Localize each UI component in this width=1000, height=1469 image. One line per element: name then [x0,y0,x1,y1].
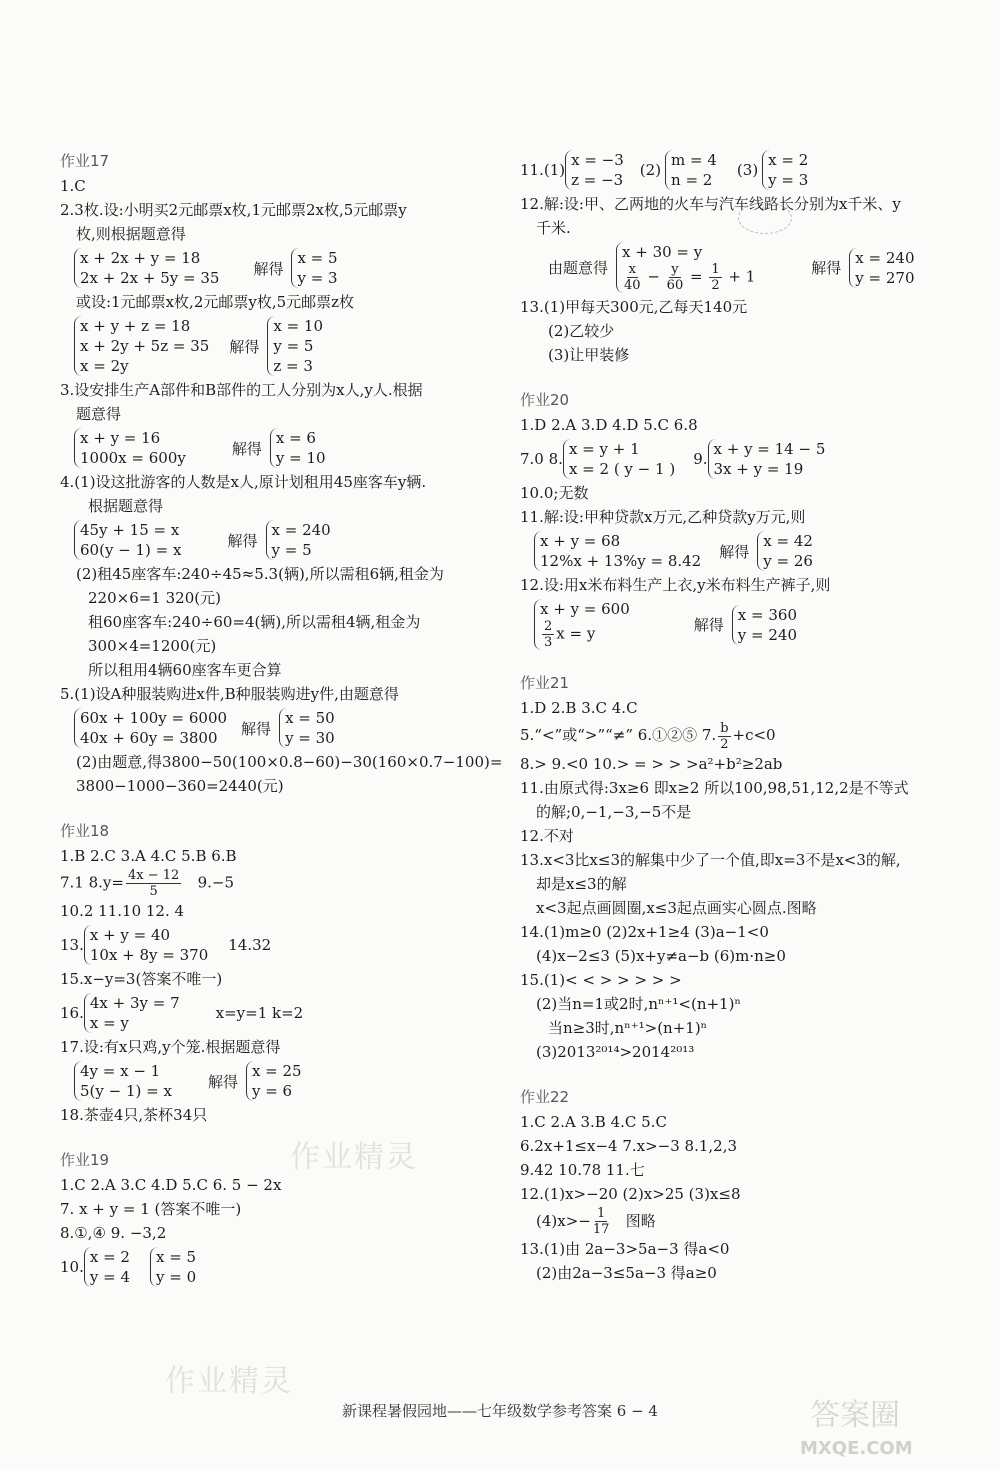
answer-line: 9.42 10.78 11.七 [520,1160,645,1179]
solve-label: 解得 [207,1072,238,1091]
equation-system [60,925,490,965]
left-column [60,150,503,1289]
answer-line: 5.(1)设A种服装购进x件,B种服装购进y件,由题意得 [60,685,399,703]
answer-line: 12.(1)x>−20 (2)x>25 (3)x≤8 [520,1184,741,1203]
solution: x = 2 [768,151,809,169]
solution: y = 5 [273,337,314,355]
solution: x = −3 [571,151,624,169]
solution: z = 3 [273,357,313,375]
answer-line: 11.解:设:甲种贷款x万元,乙种贷款y万元,则 [520,508,806,526]
equation: 5(y − 1) = x [80,1082,172,1100]
section-title-20: 作业20 [520,391,570,409]
answer-line: 1.D 2.A 3.D 4.D 5.C 6.8 [520,416,698,434]
answer-line: 题意得 [76,405,122,423]
equation: x = 2y [80,357,129,375]
equation: 3x + y = 19 [713,460,804,478]
equation: 60(y − 1) = x [80,541,182,559]
fraction: $\frac{1}{17}$ [592,1206,610,1237]
solution: x = 2 [89,1248,130,1266]
solve-label: 解得 [231,439,262,458]
solution: z = −3 [571,171,624,189]
solution: y = 4 [89,1268,130,1286]
answer-text: 16. [60,1004,84,1022]
answer-line: 12.设:用x米布料生产上衣,y米布料生产裤子,则 [520,576,831,594]
equation: x + 30 = y [622,243,703,261]
equation: 4y = x − 1 [80,1062,161,1080]
answer-line: 1.D 2.B 3.C 4.C [520,699,638,717]
answer-line: 10.0;无数 [520,484,589,502]
equation-system [74,708,490,748]
solution: y = 5 [271,541,312,559]
answer-line: 2.3枚.设:小明买2元邮票x枚,1元邮票2x枚,5元邮票y [60,201,407,219]
answer-line: (2)由2a−3≤5a−3 得a≥0 [536,1264,717,1282]
equation: x = 2 ( y − 1 ) [568,460,676,478]
solution: x = 25 [251,1062,302,1080]
solution: m = 4 [671,151,717,169]
solve-label: 解得 [227,531,258,550]
answer-line: 10.2 11.10 12. 4 [60,902,185,920]
solve-label: 解得 [719,542,750,561]
answer-text: +c<0 [732,726,776,744]
solution: y = 270 [855,268,915,287]
equation: x + y = 16 [80,429,161,447]
equation-system [534,531,960,571]
answer-line: 8.①,④ 9. −3,2 [60,1224,167,1242]
right-column [520,148,960,1285]
answer-line: 220×6=1 320(元) [88,589,221,607]
answer-line: 根据题意得 [88,497,164,515]
answer-line: 1.C 2.A 3.C 4.D 5.C 6. 5 − 2x [60,1176,282,1194]
equation: x + 2y + 5z = 35 [80,337,210,355]
answer-line: 1.C [60,177,86,195]
equation: x + 2x + y = 18 [80,249,201,267]
equation-system [534,599,960,650]
equation: 10x + 8y = 370 [89,946,209,964]
answer-line: 12.不对 [520,826,574,845]
equation: 60x + 100y = 6000 [80,709,228,727]
solution: x = 360 [737,605,797,624]
solution: x = 240 [271,521,331,539]
faint-stamp [738,202,792,234]
answer-line: 300×4=1200(元) [88,637,217,655]
answer-line: 8.> 9.<0 10.> = > > >a²+b²≥2ab [520,754,783,773]
solve-label: 解得 [693,616,724,634]
answer-line: (2)由题意,得3800−50(100×0.8−60)−30(160×0.7−100)= [76,753,503,771]
equation-system [74,316,490,376]
answer-line: 枚,则根据题意得 [76,225,186,243]
answer-text: 9.−5 [197,873,235,892]
solve-label: 解得 [811,259,842,277]
equation: x + y = 68 [540,532,621,550]
solution: y = 10 [275,449,326,467]
equation: 1000x = 600y [80,449,186,467]
equation-system [60,993,490,1033]
equation-system [520,439,960,479]
answer-line: 17.设:有x只鸡,y个笼.根据题意得 [60,1038,281,1056]
answer-line: 11.由原式得:3x≥6 即x≥2 所以100,98,51,12,2是不等式 [520,778,909,797]
section-title-21: 作业21 [520,674,570,692]
equation-system [60,1247,490,1287]
answer-text: 11.(1) [520,161,566,179]
watermark-logo: 答案圈 [810,1398,900,1433]
answer-text: 10. [60,1258,84,1276]
section-title-18: 作业18 [60,822,110,840]
answer-text: (4)x>− [536,1211,591,1230]
answer-line: (2)当n=1或2时,nⁿ⁺¹<(n+1)ⁿ [536,994,741,1013]
solution: y = 30 [285,729,335,747]
equation-system [520,150,960,190]
fraction [126,868,181,899]
answer-line: 3800−1000−360=2440(元) [76,777,284,795]
answer-line [520,720,960,752]
answer-text: 7.1 8.y= [60,873,124,892]
solution: x = 6 [275,429,316,447]
answer-text: 7.0 8. [520,450,563,468]
solution: y = 26 [763,552,813,570]
equation: 2x + 2x + 5y = 35 [80,269,220,287]
solution: x = 5 [297,249,338,267]
answer-text: (3) [736,161,759,179]
answer-line: 13.(1)由 2a−3>5a−3 得a<0 [520,1240,730,1258]
equation: 4x + 3y = 7 [89,994,180,1012]
denominator: 5 [149,884,158,899]
solve-label: 解得 [241,719,272,738]
equation: x + y = 600 [540,600,630,618]
equation: 40x + 60y = 3800 [80,729,218,747]
answer-line [60,868,490,899]
answer-line: 的解;0,−1,−3,−5不是 [536,802,692,821]
answer-line: 当n≥3时,nⁿ⁺¹>(n+1)ⁿ [548,1018,708,1037]
solution: x = 42 [763,532,813,550]
answer-line: (3)让甲装修 [548,346,630,364]
answer-line: 3.设安排生产A部件和B部件的工人分别为x人,y人.根据 [60,381,423,399]
equation: $\frac{x}{40}$ − $\frac{y}{60}$ = $\frac{1}{2}$ + 1 [624,262,756,293]
answer-line: 所以租用4辆60座客车更合算 [88,661,282,679]
equation-system [74,1061,490,1101]
numerator: 4x − 12 [127,868,180,883]
watermark: 作业精灵 [165,1364,293,1399]
answer-line: x<3起点画圆圈,x≤3起点画实心圆点.图略 [536,898,817,917]
answer-text: (2) [639,161,662,179]
solve-label: 解得 [253,259,284,278]
solution: y = 0 [155,1268,197,1286]
answer-text: 9. [693,450,708,468]
equation-system [74,428,490,468]
answer-text: 5.“<”或“>”“≠” 6.①②⑤ 7. [520,726,717,744]
equation: x + y = 40 [89,926,171,944]
answer-line: (4)x−2≤3 (5)x+y≠a−b (6)m·n≥0 [536,946,786,965]
answer-line: 7. x + y = 1 (答案不唯一) [60,1200,242,1218]
equation: 12%x + 13%y = 8.42 [540,552,702,570]
solution: y = 3 [297,269,338,287]
watermark: 作业精灵 [290,1140,418,1175]
equation: x = y [89,1014,129,1032]
solve-label: 解得 [229,337,260,356]
section-title-22: 作业22 [520,1087,570,1106]
equation: x + y + z = 18 [80,317,191,335]
equation: x + y = 14 − 5 [713,440,826,458]
answer-text: 13. [60,936,84,954]
equation-system [74,520,490,560]
equation: 45y + 15 = x [80,521,180,539]
answer-line: 13.(1)甲每天300元,乙每天140元 [520,298,748,316]
solution: y = 3 [768,171,809,189]
solution: n = 2 [671,171,713,189]
answer-line: (2)租45座客车:240÷45≈5.3(辆),所以需租6辆,租金为 [76,565,444,583]
equation-system [548,242,960,293]
answer-line: 4.(1)设这批游客的人数是x人,原计划租用45座客车y辆. [60,473,427,491]
answer-line: 千米. [536,219,571,237]
answer-line: 14.(1)m≥0 (2)2x+1≥4 (3)a−1<0 [520,922,769,941]
equation: x = y + 1 [568,440,640,458]
solution: x = 240 [855,248,915,267]
watermark-url: MXQE.COM [800,1438,913,1459]
answer-text: 由题意得 [548,259,609,277]
answer-line: (3)2013²⁰¹⁴>2014²⁰¹³ [536,1042,695,1061]
answer-line: 却是x≤3的解 [536,874,627,893]
section-title-19: 作业19 [60,1151,110,1169]
answer-text: 14.32 [228,936,272,954]
answer-line: 租60座客车:240÷60=4(辆),所以需租4辆,租金为 [88,613,421,631]
answer-line: 或设:1元邮票x枚,2元邮票y枚,5元邮票z枚 [76,293,355,311]
answer-text: x=y=1 k=2 [215,1004,304,1022]
answer-line: 15.(1)< < > > > > > [520,970,682,989]
solution: y = 240 [737,625,798,644]
answer-line: (2)乙较少 [548,322,615,340]
answer-line: 12.解:设:甲、乙两地的火车与汽车线路长分别为x千米、y [520,195,901,213]
section-title-17: 作业17 [60,152,110,170]
fraction: $\frac{b}{2}$ [720,720,729,752]
solution: x = 5 [155,1248,197,1266]
equation: $\frac{2}{3}$ x = y [544,619,596,650]
solution: y = 6 [251,1082,293,1100]
answer-line: 1.C 2.A 3.B 4.C 5.C [520,1112,667,1131]
answer-line [520,1206,960,1238]
solution: x = 50 [285,709,335,727]
answer-line: 18.茶壶4只,茶杯34只 [60,1106,208,1124]
page-footer: 新课程暑假园地——七年级数学参考答案 6 − 4 [342,1402,658,1420]
answer-line: 15.x−y=3(答案不唯一) [60,970,223,988]
equation-system [74,248,490,288]
answer-line: 1.B 2.C 3.A 4.C 5.B 6.B [60,847,237,865]
answer-line: 13.x<3比x≤3的解集中少了一个值,即x=3不是x<3的解, [520,850,901,869]
answer-line: 6.2x+1≤x−4 7.x>−3 8.1,2,3 [520,1136,738,1155]
solution: x = 10 [273,317,323,335]
answer-text: 图略 [625,1211,656,1230]
